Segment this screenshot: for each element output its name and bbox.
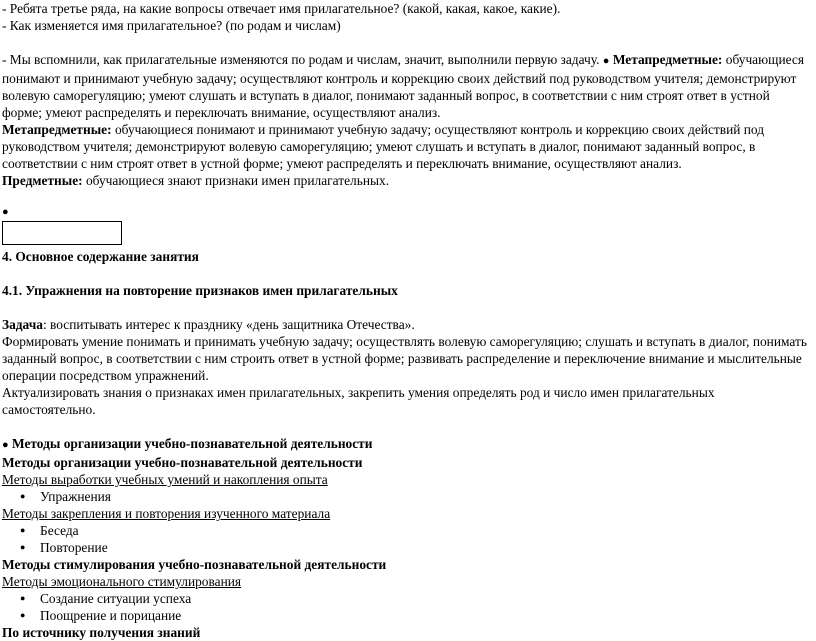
methods-heading-4: По источнику получения знаний — [2, 625, 201, 640]
subject-label: Предметные: — [2, 173, 83, 188]
task-label: Задача — [2, 317, 43, 332]
meta-label: Метапредметные: — [612, 52, 723, 67]
methods-heading-3: Методы стимулирования учебно-познавательной деятельности — [2, 557, 387, 572]
paragraph-text: - Мы вспомнили, как прилагательные изменяются по родам и числам, значит, выполнили первую задачу. — [2, 52, 603, 67]
list-item: ● Упражнения — [40, 488, 808, 505]
list-item: ● Поощрение и порицание — [40, 607, 808, 624]
methods-group-1: Методы выработки учебных умений и накопления опыта — [2, 472, 328, 487]
methods-heading-2: Методы организации учебно-познавательной деятельности — [2, 455, 363, 470]
list-item: ● Создание ситуации успеха — [40, 590, 808, 607]
task-text: : воспитывать интерес к празднику «день защитника Отечества». — [42, 317, 415, 332]
list-item: ● Повторение — [40, 539, 808, 556]
paragraph-subject — [2, 172, 808, 189]
section-4-1-title: 4.1. Упражнения на повторение признаков имен прилагательных — [2, 283, 398, 298]
bullet-icon: ● — [2, 206, 9, 218]
intro-line-1: - Ребята третье ряда, на какие вопросы отвечает имя прилагательное? (какой, какая, какое, какие). — [2, 1, 561, 16]
methods-group-3: Методы эмоционального стимулирования — [2, 574, 242, 589]
methods-group-2-list — [2, 522, 808, 556]
paragraph-meta — [2, 121, 808, 172]
methods-group-3-list — [2, 590, 808, 624]
subject-text: обучающиеся знают признаки имен прилагательных. — [82, 173, 390, 188]
list-item: ● Беседа — [40, 522, 808, 539]
methods-group-1-list — [2, 488, 808, 505]
meta-label: Метапредметные: — [2, 122, 112, 137]
intro-line-2: - Как изменяется имя прилагательное? (по родам и числам) — [2, 18, 341, 33]
meta-text: обучающиеся понимают и принимают учебную задачу; осуществляют контроль и коррекцию своих действий под руководством учителя; демонстрируют волевую саморегуляцию; умеют слушать и вступать в диалог, понимают заданный вопрос, в соответствии с ним строят ответ в устной форме; умеют распределять и переключать внимание, осуществляют анализ. — [2, 122, 765, 171]
section-4-title: 4. Основное содержание занятия — [2, 249, 199, 264]
methods-group-2: Методы закрепления и повторения изученного материала — [2, 506, 331, 521]
bullet-icon: ● — [2, 439, 9, 451]
task-actualize: Актуализировать знания о признаках имен прилагательных, закрепить умения определять род и число имен прилагательных самостоятельно. — [2, 385, 715, 417]
meta-text: обучающиеся понимают и принимают учебную задачу; осуществляют контроль и коррекцию своих действий под руководством учителя; демонстрируют волевую саморегуляцию; умеют слушать и вступать в диалог, понимают заданный вопрос, в соответствии с ним строят ответ в устной форме; умеют распределять и переключать внимание, осуществляют анализ. — [2, 52, 804, 120]
task-skills: Формировать умение понимать и принимать учебную задачу; осуществлять волевую саморегуляцию; слушать и вступать в диалог, понимать заданный вопрос, в соответствии с ним строить ответ в устной форме; развивать распределение и переключение внимание и мыслительные операции посредством упражнений. — [2, 334, 807, 383]
bullet-icon: ● — [602, 55, 610, 67]
task-line — [2, 316, 808, 333]
empty-text-box — [2, 221, 122, 245]
methods-heading-1: ● Методы организации учебно-познавательной деятельности — [2, 436, 373, 451]
paragraph-first-task — [2, 51, 808, 121]
